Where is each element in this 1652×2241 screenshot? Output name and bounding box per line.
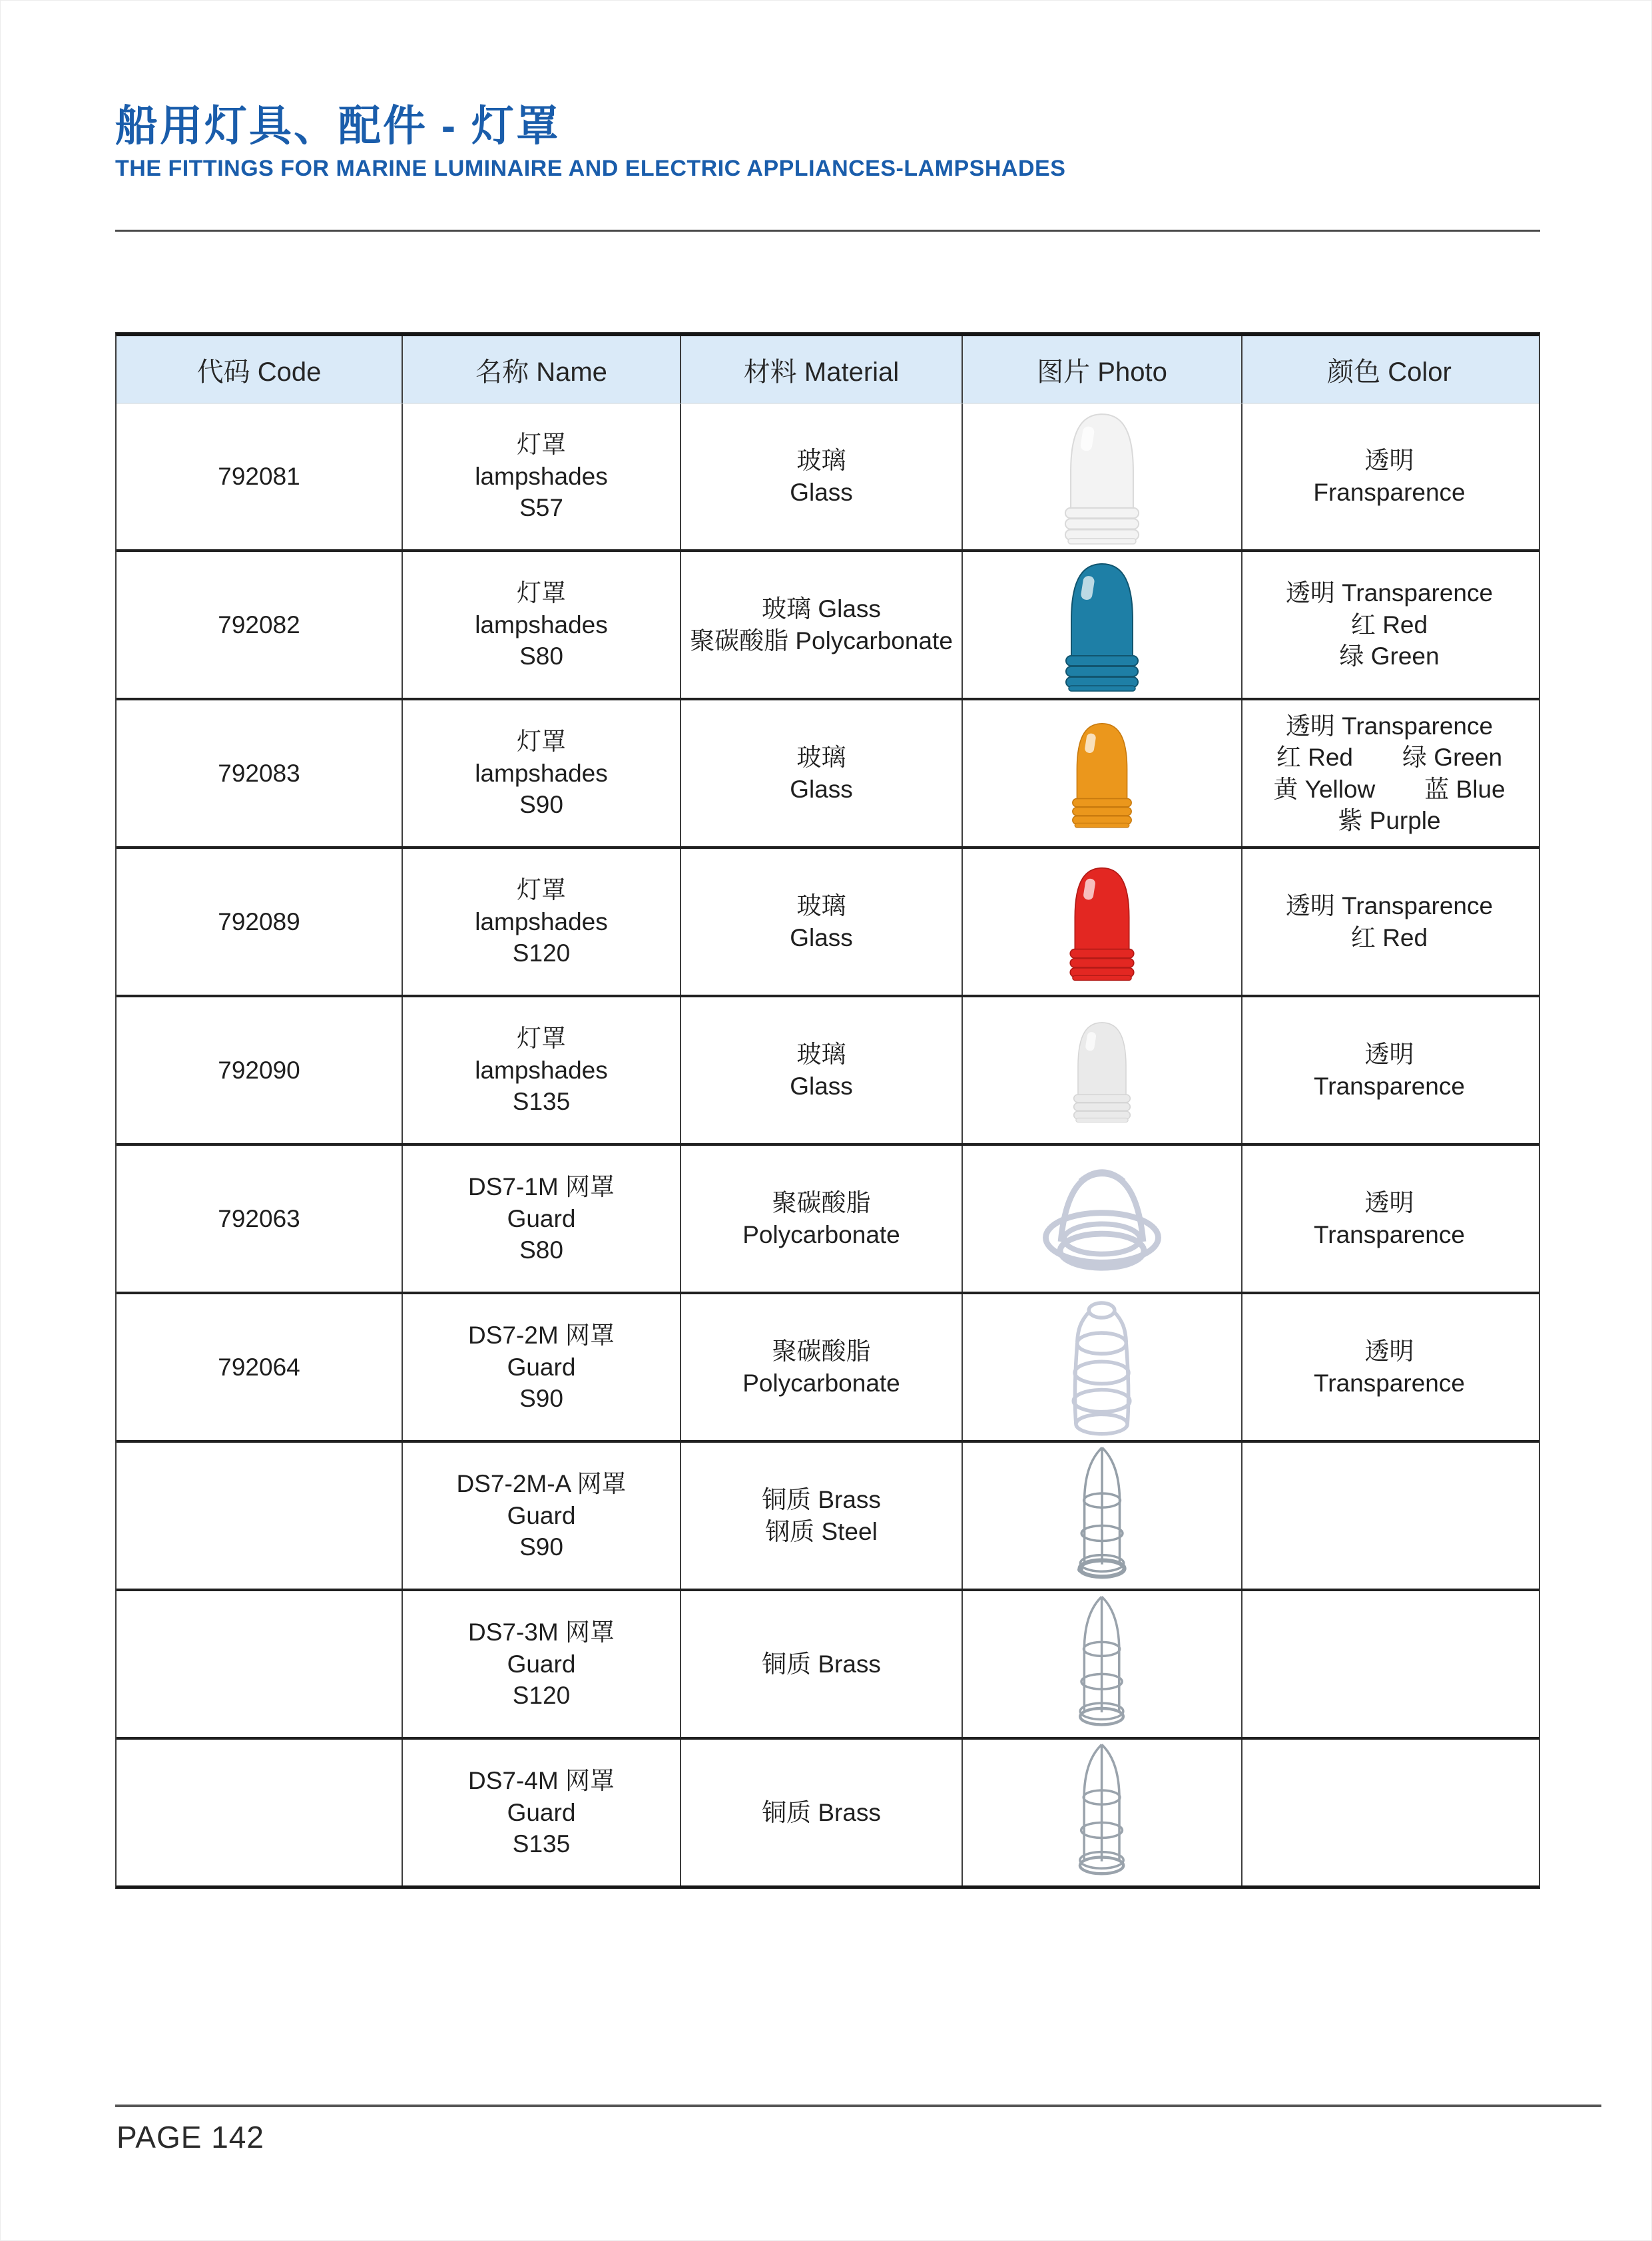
product-name-line: 灯罩 xyxy=(517,876,566,904)
product-code: 792083 xyxy=(218,759,300,787)
product-color-line: 红 Red xyxy=(1350,923,1428,951)
product-color-line: 红 Red 绿 Green xyxy=(1276,744,1503,772)
guard-s120-photo xyxy=(963,1591,1242,1737)
product-material-line: 玻璃 xyxy=(796,447,846,475)
product-color-line: Transparence xyxy=(1314,1220,1465,1248)
product-name-cell xyxy=(403,997,681,1143)
product-color-cell xyxy=(1242,1591,1536,1737)
table-row xyxy=(117,1589,1539,1737)
product-name-line: S90 xyxy=(519,1385,563,1413)
product-material-line: Glass xyxy=(790,775,853,803)
guard-s90-a-photo-svg xyxy=(1064,1444,1141,1588)
product-name-cell xyxy=(403,1146,681,1292)
product-material-line: 铜质 Brass xyxy=(762,1798,881,1826)
product-code-cell xyxy=(117,849,403,995)
table-body xyxy=(117,403,1539,1885)
lampshade-s57-photo-svg xyxy=(1061,409,1143,545)
guard-s80-photo-svg xyxy=(1039,1162,1165,1276)
product-name-line: DS7-1M 网罩 xyxy=(468,1173,615,1201)
product-color-line: Transparence xyxy=(1314,1072,1465,1100)
product-color-cell xyxy=(1242,1443,1536,1589)
product-name-cell xyxy=(403,403,681,549)
products-table xyxy=(115,332,1540,1889)
column-header-name: 名称 Name xyxy=(403,336,681,403)
table-row xyxy=(117,846,1539,995)
product-code-cell xyxy=(117,1294,403,1440)
page-number: PAGE 142 xyxy=(117,2120,264,2154)
product-code-cell xyxy=(117,403,403,549)
table-row xyxy=(117,995,1539,1143)
product-name-cell xyxy=(403,552,681,698)
product-color-line: 红 Red xyxy=(1350,611,1428,638)
product-code-cell xyxy=(117,552,403,698)
product-name-line: DS7-2M 网罩 xyxy=(468,1322,615,1350)
product-code: 792063 xyxy=(218,1204,300,1232)
lampshade-s80-photo-svg xyxy=(1062,559,1142,692)
column-header-code: 代码 Code xyxy=(117,336,403,403)
table-row xyxy=(117,1737,1539,1885)
lampshade-s80-photo xyxy=(963,552,1242,698)
product-code: 792064 xyxy=(218,1353,300,1381)
product-name-line: S90 xyxy=(519,791,563,819)
product-name-line: S135 xyxy=(512,1830,571,1858)
table-row xyxy=(117,1143,1539,1292)
product-material-line: 玻璃 xyxy=(796,744,846,772)
product-name-line: S80 xyxy=(519,642,563,670)
product-code-cell xyxy=(117,1740,403,1885)
header-divider xyxy=(115,230,1540,232)
product-name-line: 灯罩 xyxy=(517,579,566,607)
product-name-line: lampshades xyxy=(475,1056,608,1084)
product-material-line: 铜质 Brass xyxy=(762,1486,881,1514)
product-material-line: Polycarbonate xyxy=(742,1220,900,1248)
product-name-line: lampshades xyxy=(475,462,608,490)
product-material-line: Glass xyxy=(790,923,853,951)
product-material-line: 聚碳酸脂 xyxy=(772,1189,871,1217)
product-material-line: Glass xyxy=(790,478,853,506)
product-name-line: S120 xyxy=(512,939,571,967)
product-name-line: lampshades xyxy=(475,759,608,787)
product-material-cell xyxy=(681,552,963,698)
product-color-line: 透明 Transparence xyxy=(1285,892,1494,920)
page-title-chinese: 船用灯具、配件 - 灯罩 xyxy=(115,102,561,150)
product-name-cell xyxy=(403,700,681,846)
page-header xyxy=(115,102,1540,182)
product-code-cell xyxy=(117,700,403,846)
table-row xyxy=(117,403,1539,549)
product-material-line: 铜质 Brass xyxy=(762,1650,881,1678)
product-material-cell xyxy=(681,403,963,549)
product-material-cell xyxy=(681,1146,963,1292)
product-code: 792081 xyxy=(218,462,300,490)
product-color-cell xyxy=(1242,403,1536,549)
product-color-line: 透明 Transparence xyxy=(1285,579,1494,607)
lampshade-s90-photo-svg xyxy=(1069,706,1135,842)
table-row xyxy=(117,549,1539,698)
lampshade-s135-photo-svg xyxy=(1071,999,1133,1142)
lampshade-s90-photo xyxy=(963,700,1242,846)
product-material-cell xyxy=(681,700,963,846)
guard-s80-photo xyxy=(963,1146,1242,1292)
product-material-line: 玻璃 xyxy=(796,1041,846,1069)
product-code-cell xyxy=(117,1443,403,1589)
product-material-cell xyxy=(681,1294,963,1440)
table-row xyxy=(117,1292,1539,1440)
product-code: 792082 xyxy=(218,611,300,638)
column-header-color: 颜色 Color xyxy=(1327,357,1452,387)
product-material-line: Polycarbonate xyxy=(742,1369,900,1397)
product-color-line: Fransparence xyxy=(1313,478,1466,506)
guard-s90-photo-svg xyxy=(1063,1296,1141,1439)
product-material-line: 玻璃 xyxy=(796,892,846,920)
product-name-line: Guard xyxy=(507,1650,576,1678)
guard-s135-photo-svg xyxy=(1066,1741,1138,1885)
product-name-line: 灯罩 xyxy=(517,431,566,459)
table-header-row xyxy=(117,336,1539,403)
product-name-line: Guard xyxy=(507,1204,576,1232)
guard-s135-photo xyxy=(963,1740,1242,1885)
table-row xyxy=(117,1440,1539,1589)
product-material-line: 玻璃 Glass xyxy=(762,595,881,623)
product-code-cell xyxy=(117,1591,403,1737)
product-code: 792090 xyxy=(218,1056,300,1084)
table-row xyxy=(117,698,1539,846)
product-name-cell xyxy=(403,1740,681,1885)
product-name-cell xyxy=(403,849,681,995)
guard-s90-a-photo xyxy=(963,1443,1242,1589)
product-name-line: S135 xyxy=(512,1088,571,1116)
product-name-line: DS7-4M 网罩 xyxy=(468,1767,615,1795)
product-code-cell xyxy=(117,997,403,1143)
product-name-line: 灯罩 xyxy=(517,1025,566,1053)
product-color-cell xyxy=(1242,849,1536,995)
product-name-line: Guard xyxy=(507,1798,576,1826)
product-code: 792089 xyxy=(218,907,300,935)
footer-divider xyxy=(115,2105,1601,2107)
product-name-line: 灯罩 xyxy=(517,728,566,756)
product-color-line: 绿 Green xyxy=(1339,642,1440,670)
product-material-cell xyxy=(681,849,963,995)
product-name-cell xyxy=(403,1443,681,1589)
product-name-line: lampshades xyxy=(475,611,608,638)
product-material-cell xyxy=(681,1740,963,1885)
product-material-line: 聚碳酸脂 Polycarbonate xyxy=(690,626,953,654)
lampshade-s120-photo xyxy=(963,849,1242,995)
lampshade-s57-photo xyxy=(963,403,1242,549)
column-header-photo: 图片 Photo xyxy=(963,336,1242,403)
product-material-line: Glass xyxy=(790,1072,853,1100)
product-name-line: DS7-3M 网罩 xyxy=(468,1618,615,1646)
product-name-line: DS7-2M-A 网罩 xyxy=(456,1470,627,1498)
product-color-line: 透明 xyxy=(1364,1189,1414,1217)
product-material-cell xyxy=(681,1591,963,1737)
product-name-line: Guard xyxy=(507,1501,576,1529)
product-material-cell xyxy=(681,1443,963,1589)
page-title-english: THE FITTINGS FOR MARINE LUMINAIRE AND ELECTRIC APPLIANCES-LAMPSHADES xyxy=(115,155,1066,181)
product-name-cell xyxy=(403,1294,681,1440)
product-color-cell xyxy=(1242,1294,1536,1440)
guard-s120-photo-svg xyxy=(1062,1593,1142,1736)
product-color-line: 透明 xyxy=(1364,1338,1414,1366)
product-code-cell xyxy=(117,1146,403,1292)
product-name-line: S80 xyxy=(519,1236,563,1264)
product-name-line: S57 xyxy=(519,494,563,522)
product-name-line: S90 xyxy=(519,1533,563,1561)
product-color-line: 透明 xyxy=(1364,1041,1414,1069)
product-material-line: 聚碳酸脂 xyxy=(772,1338,871,1366)
product-name-line: Guard xyxy=(507,1353,576,1381)
product-color-line: 黄 Yellow 蓝 Blue xyxy=(1273,775,1506,803)
product-color-cell xyxy=(1242,552,1536,698)
product-color-line: 紫 Purple xyxy=(1338,806,1441,834)
lampshade-s135-photo xyxy=(963,997,1242,1143)
product-color-cell xyxy=(1242,700,1536,846)
column-header-material: 材料 Material xyxy=(681,336,963,403)
product-material-cell xyxy=(681,997,963,1143)
product-color-line: 透明 Transparence xyxy=(1285,712,1494,740)
product-name-line: lampshades xyxy=(475,907,608,935)
product-color-line: Transparence xyxy=(1314,1369,1465,1397)
lampshade-s120-photo-svg xyxy=(1067,852,1137,992)
product-name-cell xyxy=(403,1591,681,1737)
product-color-cell xyxy=(1242,1740,1536,1885)
product-color-cell xyxy=(1242,997,1536,1143)
product-color-cell xyxy=(1242,1146,1536,1292)
product-name-line: S120 xyxy=(512,1682,571,1710)
product-material-line: 钢质 Steel xyxy=(765,1517,878,1545)
product-color-line: 透明 xyxy=(1364,447,1414,475)
guard-s90-photo xyxy=(963,1294,1242,1440)
